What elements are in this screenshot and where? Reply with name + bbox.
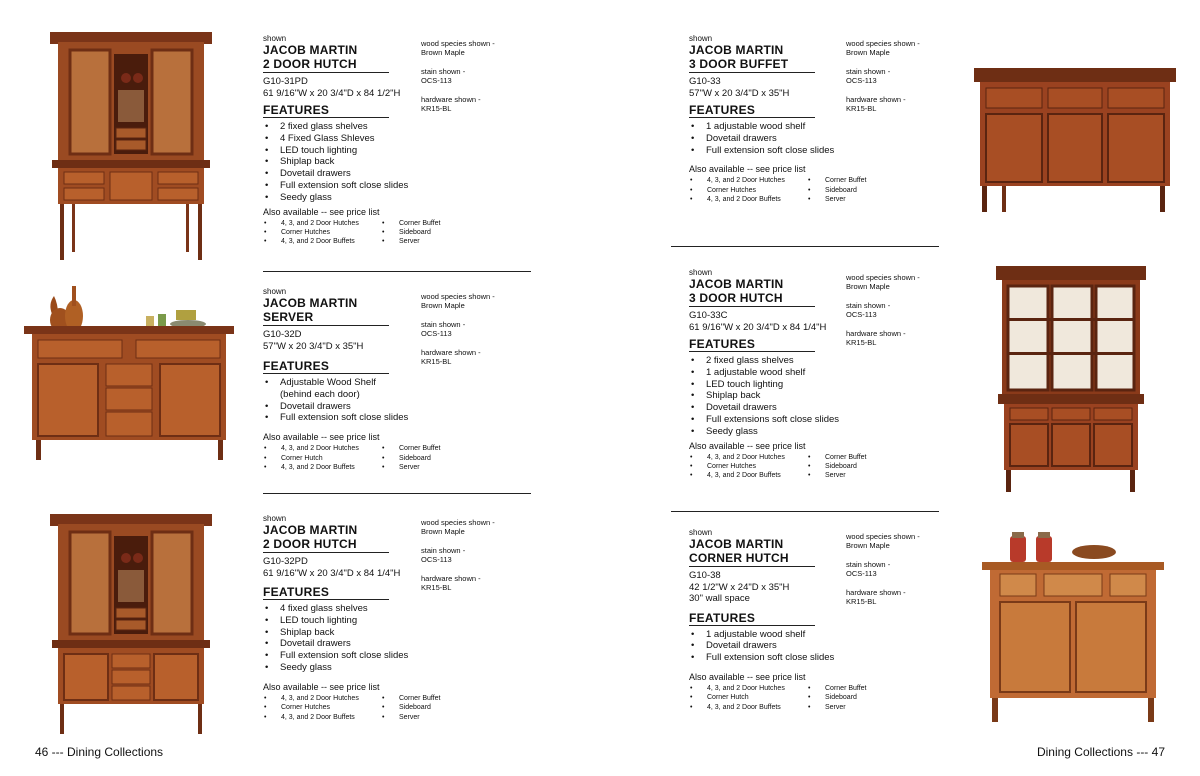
feature-item: • Full extensions soft close slides: [689, 414, 897, 426]
features-heading: FEATURES: [689, 337, 756, 351]
product-name-line2: 3 DOOR BUFFET: [689, 57, 815, 73]
also-item: • Corner Buffet: [807, 453, 897, 462]
also-available-list: [263, 444, 471, 472]
buffet-photo: [972, 66, 1178, 216]
hutch-photo-2: [48, 512, 214, 738]
stain-label: stain shown -: [846, 301, 891, 310]
product-name-line1: JACOB MARTIN: [689, 537, 784, 551]
product-dimensions: 61 9/16"W x 20 3/4"D x 84 1/4"H: [689, 321, 827, 333]
also-item: • Corner Hutch: [263, 454, 381, 463]
hardware-value: KR15-BL: [846, 104, 877, 113]
shown-label: shown: [263, 34, 287, 43]
also-item: • Server: [381, 713, 471, 722]
product-dimensions: 42 1/2"W x 24"D x 35"H: [689, 581, 790, 593]
product-name-line1: JACOB MARTIN: [263, 523, 358, 537]
hardware-label: hardware shown -: [421, 574, 481, 583]
features-rule: [263, 373, 389, 374]
wood-value: Brown Maple: [846, 541, 890, 550]
features-rule: [263, 117, 389, 118]
feature-item: • Dovetail drawers: [263, 168, 471, 180]
hardware-label: hardware shown -: [421, 348, 481, 357]
stain-value: OCS-113: [846, 76, 877, 85]
stain-label: stain shown -: [421, 546, 466, 555]
feature-item: • LED touch lighting: [263, 145, 471, 157]
also-item: • Server: [807, 195, 897, 204]
wood-label: wood species shown -: [846, 39, 920, 48]
also-item: • 4, 3, and 2 Door Hutches: [689, 684, 807, 693]
wood-value: Brown Maple: [421, 527, 465, 536]
wood-value: Brown Maple: [846, 282, 890, 291]
also-item: • Server: [807, 703, 897, 712]
stain-value: OCS-113: [846, 310, 877, 319]
corner-hutch-photo: [978, 530, 1168, 724]
wood-value: Brown Maple: [421, 301, 465, 310]
hardware-label: hardware shown -: [846, 329, 906, 338]
feature-item: • 1 adjustable wood shelf: [689, 367, 897, 379]
product-name-line1: JACOB MARTIN: [263, 43, 358, 57]
product-name-line1: JACOB MARTIN: [689, 277, 784, 291]
feature-item: • 2 fixed glass shelves: [263, 121, 471, 133]
stain-value: OCS-113: [421, 555, 452, 564]
product-sku: G10-33: [689, 76, 721, 87]
also-available-heading: Also available -- see price list: [263, 681, 380, 692]
also-item: • 4, 3, and 2 Door Buffets: [263, 463, 381, 472]
product-sku: G10-33C: [689, 310, 728, 321]
also-available-heading: Also available -- see price list: [263, 432, 380, 443]
shown-label: shown: [689, 34, 713, 43]
section-divider: [263, 493, 531, 494]
stain-label: stain shown -: [846, 560, 891, 569]
hardware-label: hardware shown -: [421, 95, 481, 104]
also-item: • 4, 3, and 2 Door Buffets: [689, 471, 807, 480]
also-item: • Corner Buffet: [381, 694, 471, 703]
product-meta: [421, 518, 495, 602]
hardware-value: KR15-BL: [421, 583, 452, 592]
also-item: • Sideboard: [381, 703, 471, 712]
features-list: [689, 121, 897, 156]
feature-item: • 4 fixed glass shelves: [263, 603, 471, 615]
also-available-list: [689, 453, 897, 481]
feature-item: • Seedy glass: [689, 426, 897, 438]
wood-label: wood species shown -: [421, 292, 495, 301]
hutch-photo-1: [48, 30, 214, 262]
feature-item: • Full extension soft close slides: [263, 180, 471, 192]
product-name-line1: JACOB MARTIN: [689, 43, 784, 57]
section-divider: [671, 511, 939, 512]
feature-item: • Full extension soft close slides: [263, 650, 471, 662]
product-meta: [421, 292, 495, 376]
product-dimensions: 61 9/16"W x 20 3/4"D x 84 1/2"H: [263, 87, 401, 99]
product-sku: G10-38: [689, 570, 721, 581]
section-divider: [263, 271, 531, 272]
also-item: • Corner Buffet: [807, 176, 897, 185]
feature-item: • Shiplap back: [263, 156, 471, 168]
also-item: • Sideboard: [381, 228, 471, 237]
product-name-line2: CORNER HUTCH: [689, 551, 815, 567]
feature-item: • Dovetail drawers: [689, 133, 897, 145]
hardware-value: KR15-BL: [421, 104, 452, 113]
also-item: • Corner Buffet: [807, 684, 897, 693]
also-available-heading: Also available -- see price list: [263, 206, 380, 217]
features-heading: FEATURES: [263, 585, 330, 599]
shown-label: shown: [689, 528, 713, 537]
feature-item: • 1 adjustable wood shelf: [689, 121, 897, 133]
product-dimensions: 57"W x 20 3/4"D x 35"H: [263, 340, 364, 352]
feature-item: • LED touch lighting: [263, 615, 471, 627]
stain-value: OCS-113: [846, 569, 877, 578]
features-heading: FEATURES: [263, 359, 330, 373]
product-sku: G10-32PD: [263, 556, 308, 567]
product-wall-space: 30" wall space: [689, 593, 750, 604]
features-rule: [263, 599, 389, 600]
features-heading: FEATURES: [689, 103, 756, 117]
product-meta: [846, 532, 920, 616]
also-item: • 4, 3, and 2 Door Hutches: [263, 694, 381, 703]
also-available-heading: Also available -- see price list: [689, 671, 806, 682]
also-item: • 4, 3, and 2 Door Buffets: [689, 195, 807, 204]
features-heading: FEATURES: [263, 103, 330, 117]
hardware-value: KR15-BL: [846, 338, 877, 347]
also-item: • 4, 3, and 2 Door Buffets: [263, 237, 381, 246]
also-item: • Sideboard: [807, 186, 897, 195]
also-available-list: [263, 219, 471, 247]
product-meta: [421, 39, 495, 123]
server-photo: [22, 284, 236, 462]
shown-label: shown: [263, 287, 287, 296]
feature-item: • Seedy glass: [263, 662, 471, 674]
features-rule: [689, 117, 815, 118]
product-name-line2: 2 DOOR HUTCH: [263, 57, 389, 73]
stain-label: stain shown -: [421, 320, 466, 329]
also-item: • Server: [807, 471, 897, 480]
feature-item: • Adjustable Wood Shelf: [263, 377, 471, 389]
page-number-left: 46 --- Dining Collections: [35, 745, 164, 759]
product-meta: [846, 39, 920, 123]
section-divider: [671, 246, 939, 247]
wood-label: wood species shown -: [846, 273, 920, 282]
also-available-list: [263, 694, 471, 722]
also-available-heading: Also available -- see price list: [689, 440, 806, 451]
features-rule: [689, 351, 815, 352]
hardware-label: hardware shown -: [846, 95, 906, 104]
also-item: • Sideboard: [381, 454, 471, 463]
hardware-label: hardware shown -: [846, 588, 906, 597]
wood-label: wood species shown -: [421, 39, 495, 48]
stain-label: stain shown -: [421, 67, 466, 76]
product-dimensions: 57"W x 20 3/4"D x 35"H: [689, 87, 790, 99]
also-item: • Server: [381, 463, 471, 472]
features-heading: FEATURES: [689, 610, 756, 625]
feature-item: • Dovetail drawers: [689, 402, 897, 414]
product-name-line2: SERVER: [263, 310, 389, 326]
also-item: • Corner Hutches: [689, 462, 807, 471]
also-item: • Corner Buffet: [381, 444, 471, 453]
also-item: • 4, 3, and 2 Door Hutches: [689, 176, 807, 185]
feature-item: • Full extension soft close slides: [689, 652, 897, 664]
also-item: • Corner Hutches: [263, 228, 381, 237]
feature-item: • Full extension soft close slides: [689, 145, 897, 157]
feature-item: (behind each door): [280, 388, 360, 400]
wood-value: Brown Maple: [421, 48, 465, 57]
also-item: • Server: [381, 237, 471, 246]
shown-label: shown: [263, 514, 287, 523]
product-name-line2: 3 DOOR HUTCH: [689, 291, 815, 307]
feature-item: • Dovetail drawers: [263, 401, 471, 413]
product-name-line1: JACOB MARTIN: [263, 296, 358, 310]
wood-label: wood species shown -: [421, 518, 495, 527]
features-list: [263, 603, 471, 674]
feature-item: • Seedy glass: [263, 192, 471, 204]
feature-item: • Shiplap back: [689, 390, 897, 402]
product-name-line2: 2 DOOR HUTCH: [263, 537, 389, 553]
features-rule: [689, 625, 815, 626]
product-sku: G10-32D: [263, 329, 302, 340]
features-list: [689, 355, 897, 438]
stain-label: stain shown -: [846, 67, 891, 76]
also-item: • Sideboard: [807, 693, 897, 702]
feature-item: • Dovetail drawers: [263, 638, 471, 650]
product-meta: [846, 273, 920, 357]
hardware-value: KR15-BL: [846, 597, 877, 606]
also-item: • 4, 3, and 2 Door Hutches: [689, 453, 807, 462]
feature-item: • Shiplap back: [263, 627, 471, 639]
right-page: [600, 0, 1200, 776]
wood-value: Brown Maple: [846, 48, 890, 57]
shown-label: shown: [689, 268, 713, 277]
product-sku: G10-31PD: [263, 76, 308, 87]
also-item: • Corner Buffet: [381, 219, 471, 228]
features-list: [263, 377, 471, 424]
product-dimensions: 61 9/16"W x 20 3/4"D x 84 1/4"H: [263, 567, 401, 579]
feature-item: • 1 adjustable wood shelf: [689, 629, 897, 641]
also-item: • Corner Hutches: [263, 703, 381, 712]
also-available-list: [689, 684, 897, 712]
features-list: [689, 629, 897, 664]
also-available-list: [689, 176, 897, 204]
feature-item: • LED touch lighting: [689, 379, 897, 391]
also-item: • 4, 3, and 2 Door Hutches: [263, 219, 381, 228]
feature-item: • 4 Fixed Glass Shleves: [263, 133, 471, 145]
stain-value: OCS-113: [421, 329, 452, 338]
also-item: • Corner Hutch: [689, 693, 807, 702]
hardware-value: KR15-BL: [421, 357, 452, 366]
wood-label: wood species shown -: [846, 532, 920, 541]
hutch-photo-3: [994, 264, 1148, 494]
features-list: [263, 121, 471, 204]
stain-value: OCS-113: [421, 76, 452, 85]
also-item: • Corner Hutches: [689, 186, 807, 195]
also-item: • Sideboard: [807, 462, 897, 471]
also-item: • 4, 3, and 2 Door Buffets: [689, 703, 807, 712]
also-item: • 4, 3, and 2 Door Hutches: [263, 444, 381, 453]
feature-item: • 2 fixed glass shelves: [689, 355, 897, 367]
page-number-right: Dining Collections --- 47: [1036, 745, 1165, 759]
also-available-heading: Also available -- see price list: [689, 164, 806, 175]
feature-item: • Dovetail drawers: [689, 640, 897, 652]
also-item: • 4, 3, and 2 Door Buffets: [263, 713, 381, 722]
feature-item: • Full extension soft close slides: [263, 412, 471, 424]
